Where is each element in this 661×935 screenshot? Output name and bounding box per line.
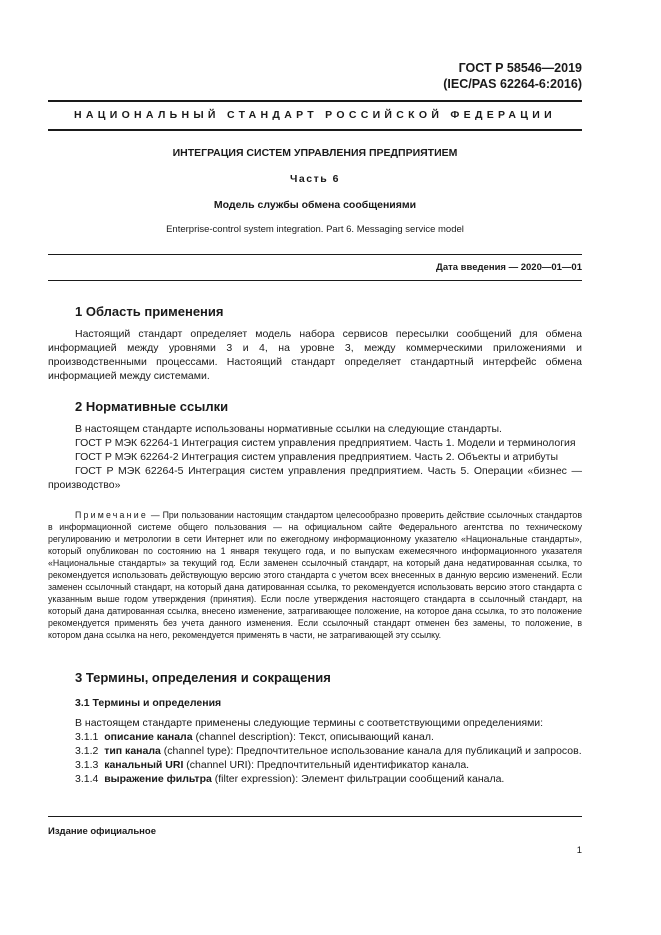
edition-label: Издание официальное: [48, 826, 156, 837]
date-rule: [48, 254, 582, 255]
section-2-body: [48, 422, 582, 492]
section-2-note: [48, 509, 582, 641]
document-title: ИНТЕГРАЦИЯ СИСТЕМ УПРАВЛЕНИЯ ПРЕДПРИЯТИЕМ: [172, 147, 458, 159]
section-1-heading: 1 Область применения: [75, 304, 224, 319]
term-entry: 3.1.3 канальный URI (channel URI): Предпочтительный идентификатор канала.: [75, 759, 470, 771]
note-text: — При пользовании настоящим стандартом целесообразно проверить действие ссылочных стандартов в информационной системе общего пользования — на официальном сайте Федерального агентства по техническому регулированию и метрологии в сети Интернет или по ежегодному информационному указателю «Национальные стандарты», который опубликован по состоянию на 1 января текущего года, и по выпускам ежемесячного информационного указателя «Национальные стандарты» за текущий год. Если заменен ссылочный стандарт, на который дана недатированная ссылка, то рекомендуется использовать действующую версию этого стандарта с учетом всех внесенных в данную версию изменений. Если заменен ссылочный стандарт, на который дана датированная ссылка, то рекомендуется использовать версию этого стандарта с указанным выше годом утверждения (принятия). Если после утверждения настоящего стандарта в ссылочный стандарт, на который дана датированная ссылка, внесено изменение, затрагивающее положение, на которое дана ссылка, то это положение рекомендуется применять без учета данного изменения. Если ссылочный стандарт отменен без замены, то положение, в котором дана ссылка на него, рекомендуется применять в части, не затрагивающей эту ссылку.: [48, 510, 582, 640]
national-standard-title: НАЦИОНАЛЬНЫЙ СТАНДАРТ РОССИЙСКОЙ ФЕДЕРАЦИИ: [74, 109, 556, 121]
document-subtitle: Модель службы обмена сообщениями: [213, 199, 417, 211]
term-entry: 3.1.4 выражение фильтра (filter expression): Элемент фильтрации сообщений канала.: [75, 773, 505, 785]
term-name: выражение фильтра: [104, 773, 212, 785]
top-rule: [48, 100, 582, 102]
section-3-body: [48, 716, 582, 786]
note-label: Примечание: [75, 510, 148, 520]
section-2-heading: 2 Нормативные ссылки: [75, 399, 229, 414]
term-name: тип канала: [104, 745, 161, 757]
section-1-body: [48, 327, 582, 383]
reference-item: ГОСТ Р МЭК 62264-5 Интеграция систем управления предприятием. Часть 5. Операции «бизнес — производство»: [48, 465, 582, 491]
section-3-1-heading: 3.1 Термины и определения: [75, 697, 222, 709]
header-rule: [48, 129, 582, 131]
reference-item: ГОСТ Р МЭК 62264-2 Интеграция систем управления предприятием. Часть 2. Объекты и атрибуты: [75, 451, 558, 463]
section-3-heading: 3 Термины, определения и сокращения: [75, 670, 331, 685]
introduction-date: Дата введения — 2020—01—01: [436, 262, 582, 273]
standard-code-block: [443, 60, 582, 92]
english-title: Enterprise-control system integration. Part 6. Messaging service model: [166, 224, 464, 235]
term-entry: 3.1.2 тип канала (channel type): Предпочтительное использование канала для публикаций и запросов.: [75, 745, 582, 757]
standard-code: ГОСТ Р 58546—2019: [458, 61, 582, 75]
page-number: 1: [576, 845, 582, 856]
term-entry: 3.1.1 описание канала (channel description): Текст, описывающий канал.: [75, 731, 434, 743]
section-1-text: Настоящий стандарт определяет модель набора сервисов пересылки сообщений для обмена информацией между уровнями 3 и 4, на уровне 3, между коммерческими приложениями и производственными процессами. Настоящий стандарт определяет стандартный интерфейс обмена информацией между системами.: [48, 328, 582, 382]
date-bottom-rule: [48, 280, 582, 281]
iec-code: (IEC/PAS 62264-6:2016): [443, 77, 582, 91]
term-name: описание канала: [104, 731, 193, 743]
section-3-intro: В настоящем стандарте применены следующие термины с соответствующими определениями:: [75, 717, 544, 729]
reference-item: ГОСТ Р МЭК 62264-1 Интеграция систем управления предприятием. Часть 1. Модели и терминология: [75, 437, 576, 449]
footer-rule: [48, 816, 582, 817]
term-name: канальный URI: [104, 759, 184, 771]
section-2-intro: В настоящем стандарте использованы нормативные ссылки на следующие стандарты.: [75, 423, 502, 435]
document-part: Часть 6: [290, 173, 340, 185]
